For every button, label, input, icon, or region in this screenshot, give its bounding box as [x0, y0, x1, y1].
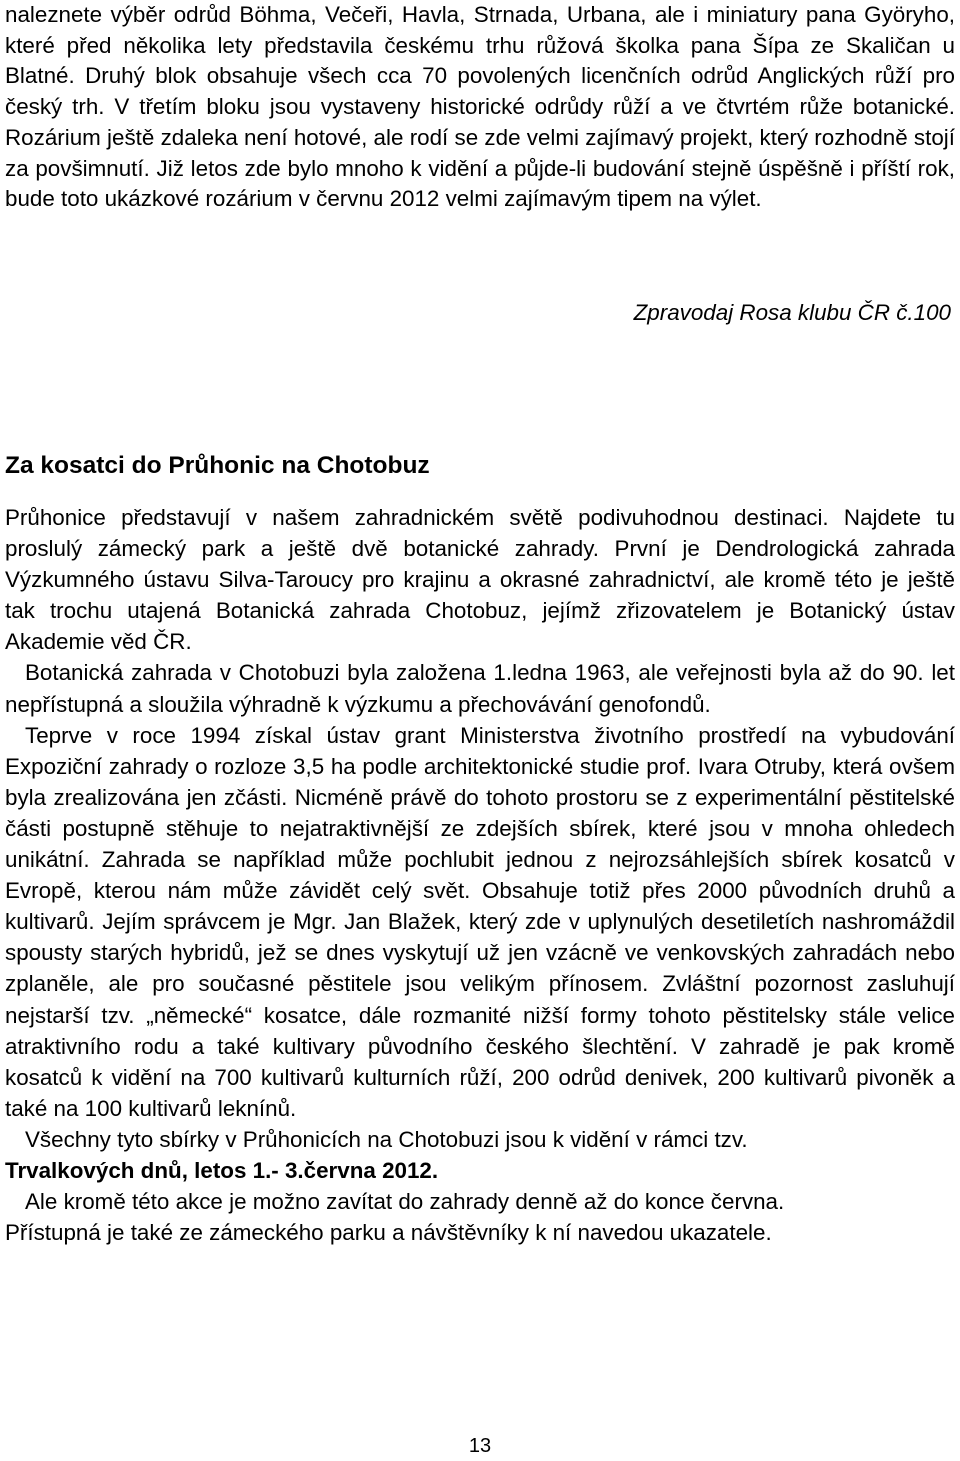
previous-article-end [5, 0, 955, 215]
previous-article-paragraph: naleznete výběr odrůd Böhma, Večeři, Havla, Strnada, Urbana, ale i miniatury pana Györyho, které před několika lety představila českému trhu růžová školka pana Šípa ze Skaličan u Blatné. Druhý blok obsahuje všech cca 70 povolených licenčních odrůd Anglických růží pro český trh. V třetím bloku jsou vystaveny historické odrůdy růží a ve čtvrtém růže botanické. Rozárium ještě zdaleka není hotové, ale rodí se zde velmi zajímavý projekt, který rozhodně stojí za povšimnutí. Již letos zde bylo mnoho k vidění a půjde-li budování stejně úspěšně i příští rok, bude toto ukázkové rozárium v červnu 2012 velmi zajímavým tipem na výlet. [5, 2, 955, 212]
article-paragraph-4: Všechny tyto sbírky v Průhonicích na Chotobuzi jsou k vidění v rámci tzv. [25, 1126, 748, 1152]
article-paragraph-2: Botanická zahrada v Chotobuzi byla založena 1.ledna 1963, ale veřejnosti byla až do 90. let nepřístupná a sloužila výhradně k výzkumu a přechovávání genofondů. [5, 660, 955, 717]
article-paragraph-3: Teprve v roce 1994 získal ústav grant Ministerstva životního prostředí na vybudování Expoziční zahrady o rozloze 3,5 ha podle architektonické studie prof. Ivara Otruby, která ovšem byla zrealizována jen zčásti. Nicméně právě do tohoto prostoru se z experimentální pěstitelské části postupně stěhuje to nejatraktivnější ze zdejších sbírek, které jsou v mnoha ohledech unikátní. Zahrada se například může pochlubit jednou z nejrozsáhlejších sbírek kosatců v Evropě, kterou nám může závidět celý svět. Obsahuje totiž přes 2000 původních druhů a kultivarů. Jejím správcem je Mgr. Jan Blažek, který zde v uplynulých desetiletích nashromáždil spousty starých hybridů, jež se dnes vyskytují už jen vzácně ve venkovských zahradách nebo zplaněle, ale pro současné pěstitele jsou velikým přínosem. Zvláštní pozornost zasluhují nejstarší tzv. „německé“ kosatce, dále rozmanité nižší formy tohoto pěstitelsky stále velice atraktivního rodu a také kultivary původního českého šlechtění. V zahradě je pak kromě kosatců k vidění na 700 kultivarů kulturních růží, 200 odrůd denivek, 200 kultivarů pivoněk a také na 100 kultivarů leknínů. [5, 722, 955, 1121]
event-dates-line: Trvalkových dnů, letos 1.- 3.června 2012. [5, 1157, 439, 1183]
page-number: 13 [468, 1435, 492, 1457]
article-source-signature: Zpravodaj Rosa klubu ČR č.100 [633, 300, 951, 325]
article-paragraph-6: Přístupná je také ze zámeckého parku a návštěvníky k ní navedou ukazatele. [5, 1220, 772, 1246]
article-paragraph-1: Průhonice představují v našem zahradnickém světě podivuhodnou destinaci. Najdete tu proslulý zámecký park a ještě dvě botanické zahrady. První je Dendrologická zahrada Výzkumného ústavu Silva-Taroucy pro krajinu a okrasné zahradnictví, ale kromě této je ještě tak trochu utajená Botanická zahrada Chotobuz, jejímž zřizovatelem je Botanický ústav Akademie věd ČR. [5, 505, 955, 655]
article-heading: Za kosatci do Průhonic na Chotobuz [5, 452, 430, 479]
article-paragraph-5: Ale kromě této akce je možno zavítat do zahrady denně až do konce června. [25, 1189, 785, 1215]
article-body [5, 502, 955, 1248]
